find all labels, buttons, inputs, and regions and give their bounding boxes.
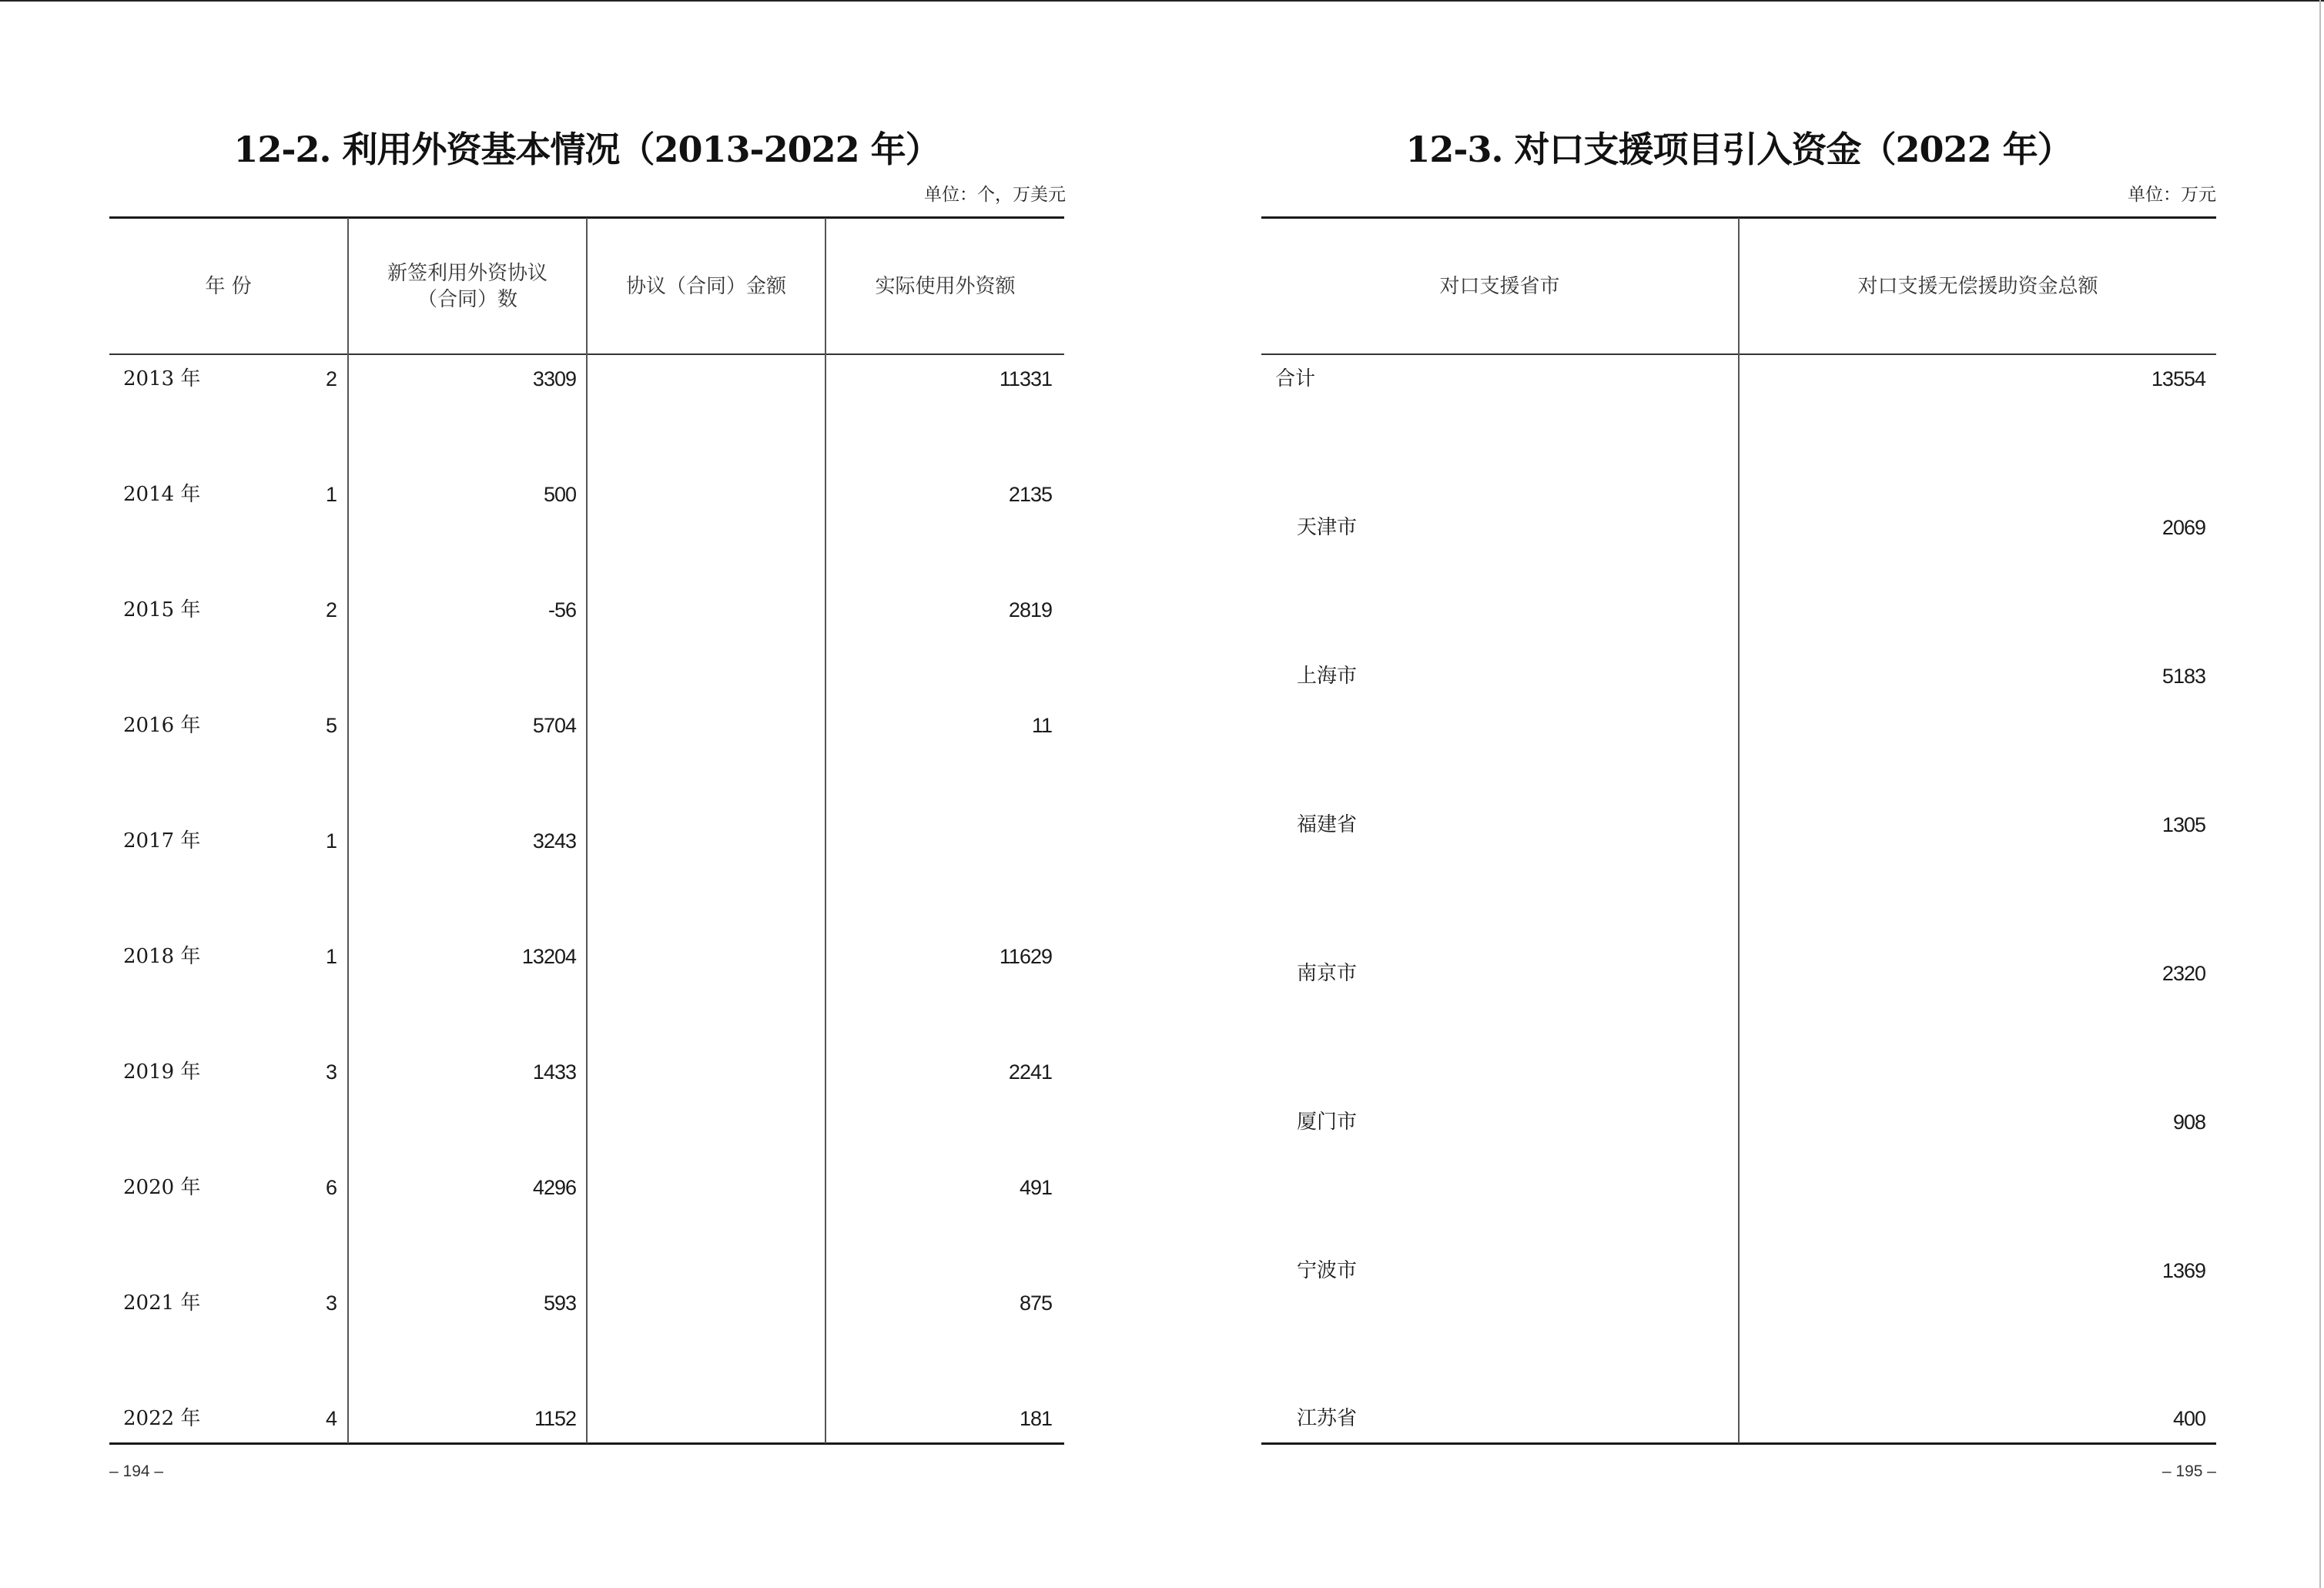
amount-cell: 1152 [534,1407,576,1430]
aid-total-cell: 2320 [2162,962,2205,985]
page-number: – 195 – [2162,1462,2216,1480]
aid-total-cell: 5183 [2162,665,2205,688]
amount-cell: 500 [543,483,576,506]
contracts-cell: 3 [325,1060,337,1084]
year-cell: 2014 年 [123,483,201,506]
table-row [1261,809,2216,840]
aid-total-cell: 1305 [2162,813,2205,836]
table-row [1261,512,2216,543]
left-page [109,0,1064,1588]
year-cell: 2020 年 [123,1176,201,1199]
actual-cell: 11331 [999,367,1052,390]
table-row [109,595,1064,625]
table-row [1261,958,2216,989]
header-aid-total: 对口支援无偿援助资金总额 [1857,274,2098,298]
table-row [109,1057,1064,1087]
table-row [109,479,1064,510]
province-cell: 宁波市 [1297,1259,1358,1282]
table-row [109,1288,1064,1318]
table-row [1261,1403,2216,1434]
year-cell: 2016 年 [123,714,201,737]
contracts-cell: 1 [325,945,337,968]
contracts-cell: 3 [325,1292,337,1315]
table-row [1261,1107,2216,1137]
left-table-title: 12-2. 利用外资基本情况（2013-2022 年） [233,129,940,170]
actual-cell: 875 [1019,1292,1052,1315]
contracts-cell: 1 [325,829,337,853]
right-page-edge [2319,0,2321,1588]
actual-cell: 491 [1019,1176,1052,1199]
aid-total-cell: 400 [2172,1407,2205,1430]
amount-cell: 4296 [532,1176,576,1199]
province-cell: 上海市 [1297,665,1358,688]
province-cell: 江苏省 [1297,1407,1358,1430]
province-cell: 南京市 [1297,962,1358,985]
province-cell: 合计 [1275,367,1316,390]
aid-total-cell: 13554 [2151,367,2205,390]
actual-cell: 11 [1031,714,1052,737]
aid-total-cell: 2069 [2162,516,2205,539]
actual-cell: 2135 [1008,483,1052,506]
right-table-title: 12-3. 对口支援项目引入资金（2022 年） [1405,129,2072,170]
header-year: 年 份 [205,274,252,298]
year-cell: 2019 年 [123,1060,201,1084]
table-row [1261,1255,2216,1286]
table-row [1261,363,2216,394]
amount-cell: 1433 [532,1060,576,1084]
amount-cell: 593 [543,1292,576,1315]
header-actual: 实际使用外资额 [875,274,1016,298]
contracts-cell: 2 [325,598,337,621]
header-amount: 协议（合同）金额 [625,274,786,298]
table-row [109,941,1064,972]
amount-cell: 3309 [532,367,576,390]
left-table-unit: 单位：个，万美元 [924,185,1066,205]
actual-cell: 2241 [1008,1060,1052,1084]
table-row [109,363,1064,394]
contracts-cell: 2 [325,367,337,390]
contracts-cell: 5 [325,714,337,737]
table-row [109,826,1064,856]
actual-cell: 181 [1019,1407,1052,1430]
amount-cell: -56 [548,598,576,621]
year-cell: 2017 年 [123,829,201,853]
table-row [109,1403,1064,1434]
contracts-cell: 4 [325,1407,337,1430]
year-cell: 2018 年 [123,945,201,968]
year-cell: 2013 年 [123,367,201,390]
province-cell: 天津市 [1297,516,1358,539]
actual-cell: 2819 [1008,598,1052,621]
province-cell: 福建省 [1297,813,1358,836]
aid-total-cell: 908 [2172,1111,2205,1134]
page-number: – 194 – [109,1462,164,1480]
contracts-cell: 6 [325,1176,337,1199]
right-page [1261,0,2216,1588]
year-cell: 2021 年 [123,1292,201,1315]
aid-total-cell: 1369 [2162,1259,2205,1282]
actual-cell: 11629 [999,945,1052,968]
amount-cell: 13204 [521,945,576,968]
table-row [109,1172,1064,1203]
header-province: 对口支援省市 [1439,274,1560,298]
table-row [1261,661,2216,692]
table-row [109,710,1064,741]
province-cell: 厦门市 [1297,1111,1358,1134]
amount-cell: 5704 [532,714,576,737]
year-cell: 2022 年 [123,1407,201,1430]
contracts-cell: 1 [325,483,337,506]
right-table-unit: 单位：万元 [2128,185,2216,205]
header-contracts: 新签利用外资协议 （合同）数 [387,261,548,311]
year-cell: 2015 年 [123,598,201,621]
amount-cell: 3243 [532,829,576,853]
